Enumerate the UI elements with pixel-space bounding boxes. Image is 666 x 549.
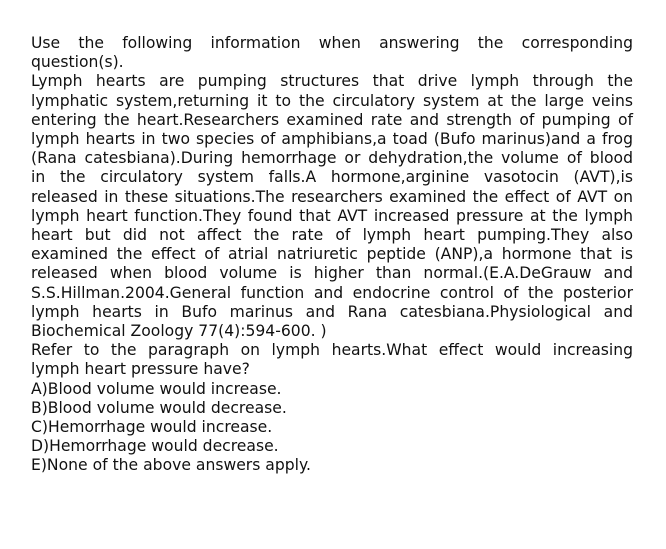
answer-option-d: D)Hemorrhage would decrease. [31, 437, 279, 456]
passage-line: lymph hearts in two species of amphibians,a toad (Bufo marinus)and a frog [31, 130, 633, 149]
passage-line: in the circulatory system falls.A hormone,arginine vasotocin (AVT),is [31, 168, 633, 187]
passage-line: released when blood volume is higher than normal.(E.A.DeGrauw and [31, 264, 633, 283]
question-line: lymph heart pressure have? [31, 360, 250, 379]
intro-instructions [31, 34, 633, 72]
passage-paragraph [31, 72, 633, 341]
intro-line: question(s). [31, 53, 124, 72]
answer-option-e: E)None of the above answers apply. [31, 456, 311, 475]
passage-line: released in these situations.The researchers examined the effect of AVT on [31, 187, 633, 206]
passage-line: (Rana catesbiana).During hemorrhage or dehydration,the volume of blood [31, 149, 633, 168]
passage-line: heart but did not affect the rate of lymph heart pumping.They also [31, 226, 633, 245]
question-document [31, 34, 633, 476]
answer-option-b: B)Blood volume would decrease. [31, 398, 287, 417]
answer-option-c: C)Hemorrhage would increase. [31, 418, 273, 437]
passage-line: S.S.Hillman.2004.General function and endocrine control of the posterior [31, 283, 633, 302]
intro-line: Use the following information when answering the corresponding [31, 34, 633, 52]
question-line: Refer to the paragraph on lymph hearts.What effect would increasing [31, 341, 633, 360]
passage-line: lymphatic system,returning it to the circulatory system at the large veins [31, 91, 633, 110]
passage-line: examined the effect of atrial natriuretic peptide (ANP),a hormone that is [31, 245, 633, 264]
passage-line: Lymph hearts are pumping structures that drive lymph through the [31, 72, 633, 91]
answer-option-a: A)Blood volume would increase. [31, 379, 282, 398]
answer-options [31, 380, 633, 476]
passage-line: Biochemical Zoology 77(4):594-600. ) [31, 322, 327, 341]
passage-line: lymph heart function.They found that AVT increased pressure at the lymph [31, 206, 633, 225]
passage-line: entering the heart.Researchers examined rate and strength of pumping of [31, 110, 633, 129]
question-stem [31, 341, 633, 379]
passage-line: lymph hearts in Bufo marinus and Rana catesbiana.Physiological and [31, 302, 633, 321]
